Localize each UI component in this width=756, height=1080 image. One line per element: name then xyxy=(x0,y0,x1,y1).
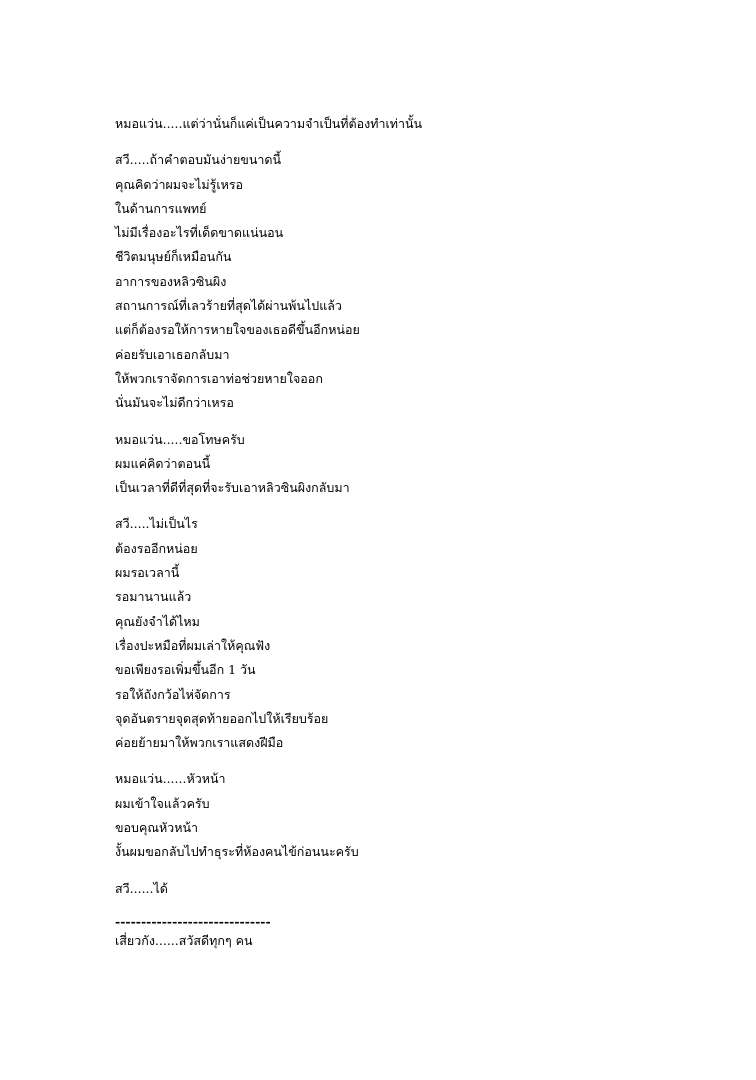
dialogue-line: ขอบคุณหัวหน้า xyxy=(115,820,199,836)
dialogue-line: ผมเข้าใจแล้วครับ xyxy=(115,795,210,811)
paragraph-gap xyxy=(115,136,715,148)
dialogue-line: จุดอันตรายจุดสุดท้ายออกไปให้เรียบร้อย xyxy=(115,710,329,726)
dialogue-line: ผมรอเวลานี้ xyxy=(115,565,180,581)
paragraph-gap xyxy=(115,901,715,913)
dialogue-line: ชีวิตมนุษย์ก็เหมือนกัน xyxy=(115,249,232,265)
dialogue-block xyxy=(115,512,715,755)
paragraph-gap xyxy=(115,416,715,428)
dialogue-line: หมอแว่น.....ขอโทษครับ xyxy=(115,431,245,447)
dialogue-line: เป็นเวลาที่ดีที่สุดที่จะรับเอาหลิวซินผิงกลับมา xyxy=(115,480,350,496)
dialogue-line: ค่อยรับเอาเธอกลับมา xyxy=(115,346,230,362)
separator-line: ------------------------------ xyxy=(115,913,271,929)
dialogue-line: คุณคิดว่าผมจะไม่รู้เหรอ xyxy=(115,176,244,192)
dialogue-line: สวี.....ไม่เป็นไร xyxy=(115,516,198,532)
dialogue-line: แต่ก็ต้องรอให้การหายใจของเธอดีขึ้นอีกหน่อย xyxy=(115,322,360,338)
dialogue-line: อาการของหลิวซินผิง xyxy=(115,273,227,289)
dialogue-line: สถานการณ์ที่เลวร้ายที่สุดได้ผ่านพ้นไปแล้ว xyxy=(115,298,342,314)
dialogue-line: ในด้านการแพทย์ xyxy=(115,200,207,216)
dialogue-line: รอมานานแล้ว xyxy=(115,589,192,605)
dialogue-line: เรื่องปะหมือที่ผมเล่าให้คุณฟัง xyxy=(115,637,271,653)
dialogue-line: สวี.....ถ้าคำตอบมันง่ายขนาดนี้ xyxy=(115,152,282,168)
dialogue-block xyxy=(115,112,715,136)
document-page xyxy=(115,112,715,953)
dialogue-line: ขอเพียงรอเพิ่มขึ้นอีก 1 วัน xyxy=(115,662,256,678)
dialogue-line: คุณยังจำได้ไหม xyxy=(115,613,200,629)
dialogue-block xyxy=(115,148,715,415)
dialogue-block xyxy=(115,428,715,501)
dialogue-line: ต้องรออีกหน่อย xyxy=(115,540,198,556)
paragraph-gap xyxy=(115,500,715,512)
dialogue-line: รอให้ถังกว้อไห่จัดการ xyxy=(115,686,231,702)
dialogue-line: งั้นผมขอกลับไปทำธุระที่ห้องคนไข้ก่อนนะครับ xyxy=(115,844,359,860)
paragraph-gap xyxy=(115,755,715,767)
dialogue-line: ให้พวกเราจัดการเอาท่อช่วยหายใจออก xyxy=(115,370,323,386)
dialogue-block xyxy=(115,877,715,901)
dialogue-block xyxy=(115,767,715,864)
dialogue-line: หมอแว่น.....แต่ว่านั่นก็แค่เป็นความจำเป็นที่ต้องทำเท่านั้น xyxy=(115,116,423,131)
dialogue-line: ผมแค่คิดว่าตอนนี้ xyxy=(115,455,211,471)
closing-line: เสี่ยวกัง......สวัสดีทุกๆ คน xyxy=(115,932,253,948)
dialogue-line: สวี......ได้ xyxy=(115,880,168,896)
dialogue-blocks xyxy=(115,112,715,913)
dialogue-line: ไม่มีเรื่องอะไรที่เด็ดขาดแน่นอน xyxy=(115,225,284,241)
dialogue-line: ค่อยย้ายมาให้พวกเราแสดงฝีมือ xyxy=(115,735,284,751)
dialogue-line: หมอแว่น......หัวหน้า xyxy=(115,771,226,787)
paragraph-gap xyxy=(115,865,715,877)
dialogue-line: นั่นมันจะไม่ดีกว่าเหรอ xyxy=(115,395,234,411)
